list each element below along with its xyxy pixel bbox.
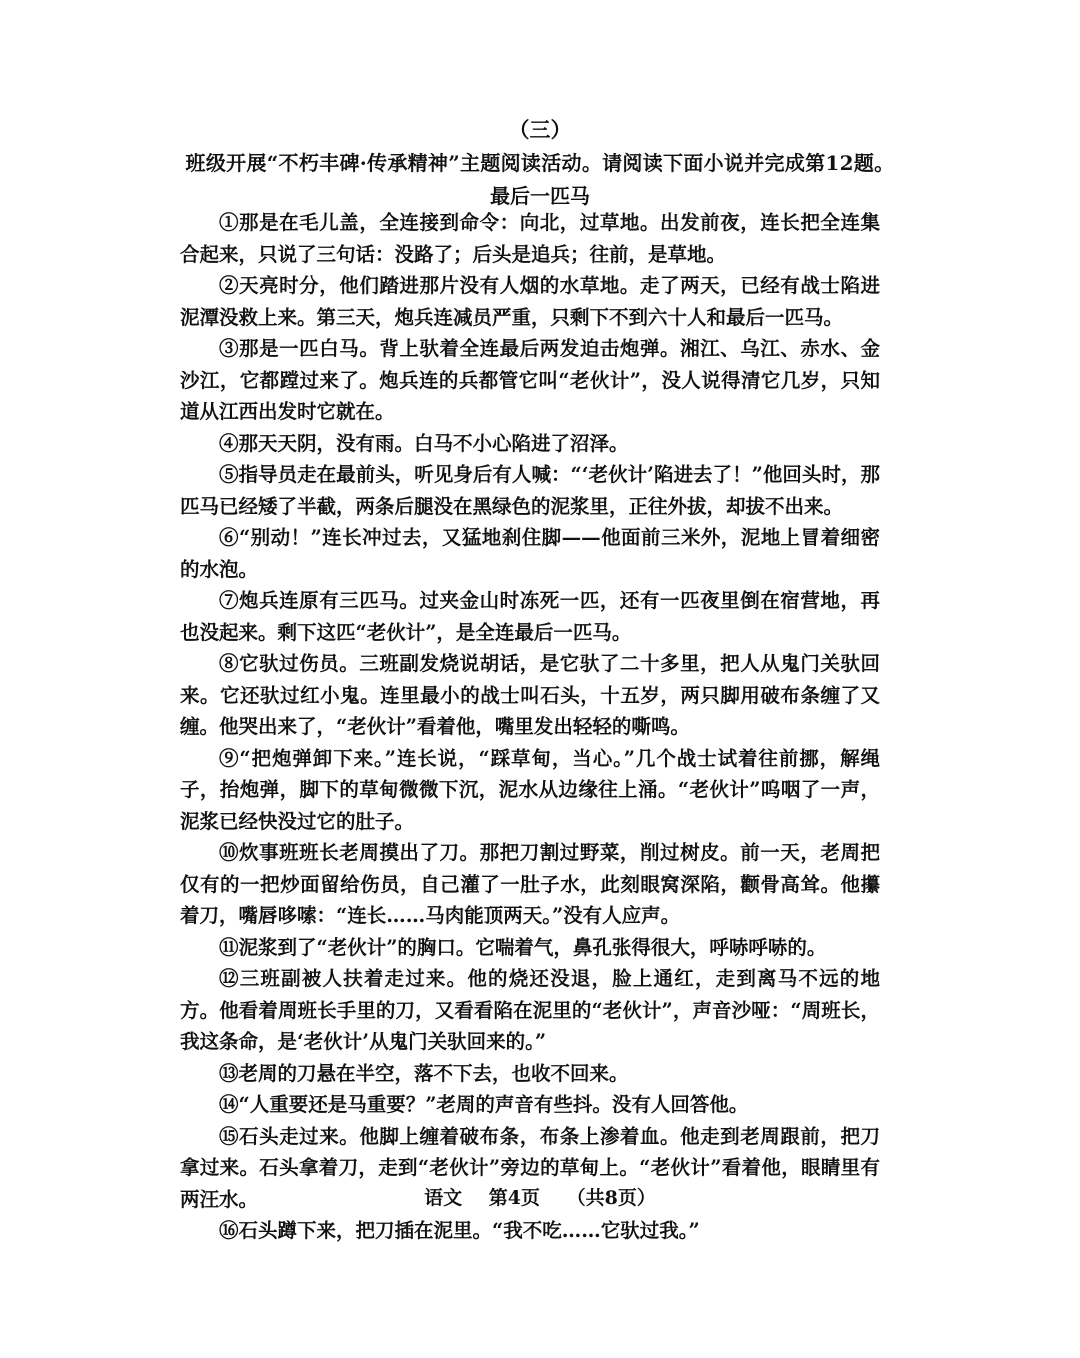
paragraph-12: ⑫三班副被人扶着走过来。他的烧还没退，脸上通红，走到离马不远的地方。他看着周班长手里的刀，又看看陷在泥里的“老伙计”，声音沙哑：“周班长，我这条命，是‘老伙计’从鬼门关驮回来的。” (180, 967, 880, 1053)
paragraph-6: ⑥“别动！”连长冲过去，又猛地刹住脚——他面前三米外，泥地上冒着细密的水泡。 (180, 526, 880, 581)
paragraph-10: ⑩炊事班班长老周摸出了刀。那把刀割过野菜，削过树皮。前一天，老周把仅有的一把炒面留给伤员，自己灌了一肚子水，此刻眼窝深陷，颧骨高耸。他攥着刀，嘴唇哆嗦：“连长……马肉能顶两天。”没有人应声。 (180, 841, 880, 927)
paragraph-9: ⑨“把炮弹卸下来。”连长说，“踩草甸，当心。”几个战士试着往前挪，解绳子，抬炮弹，脚下的草甸微微下沉，泥水从边缘往上涌。“老伙计”呜咽了一声，泥浆已经快没过它的肚子。 (180, 746, 880, 833)
footer-subject: 语文 (424, 1187, 463, 1209)
paragraph-11: ⑪泥浆到了“老伙计”的胸口。它喘着气，鼻孔张得很大，呼哧呼哧的。 (219, 935, 827, 959)
paragraph-5: ⑤指导员走在最前头，听见身后有人喊：“‘老伙计’陷进去了！”他回头时，那匹马已经矮了半截，两条后腿没在黑绿色的泥浆里，正往外拔，却拔不出来。 (180, 463, 880, 518)
paragraph-7: ⑦炮兵连原有三匹马。过夹金山时冻死一匹，还有一匹夜里倒在宿营地，再也没起来。剩下这匹“老伙计”，是全连最后一匹马。 (180, 589, 880, 644)
footer-total-pages: （共8页） (566, 1187, 656, 1209)
section-label: （三） (508, 117, 572, 142)
paragraph-3: ③那是一匹白马。背上驮着全连最后两发迫击炮弹。湘江、乌江、赤水、金沙江，它都蹚过来了。炮兵连的兵都管它叫“老伙计”，没人说得清它几岁，只知道从江西出发时它就在。 (180, 337, 880, 423)
page-footer (0, 1183, 1080, 1210)
reading-instructions: 班级开展“不朽丰碑·传承精神”主题阅读活动。请阅读下面小说并完成第12题。 (185, 151, 895, 175)
paragraph-8: ⑧它驮过伤员。三班副发烧说胡话，是它驮了二十多里，把人从鬼门关驮回来。它还驮过红小鬼。连里最小的战士叫石头，十五岁，两只脚用破布条缠了又缠。他哭出来了，“老伙计”看着他，嘴里发出轻轻的嘶鸣。 (180, 652, 880, 738)
story-title: 最后一匹马 (490, 184, 590, 208)
footer-page-number: 第4页 (488, 1187, 540, 1209)
paragraph-15: ⑮石头走过来。他脚上缠着破布条，布条上渗着血。他走到老周跟前，把刀拿过来。石头拿着刀，走到“老伙计”旁边的草甸上。“老伙计”看着他，眼睛里有两汪水。 (180, 1124, 880, 1211)
paragraph-13: ⑬老周的刀悬在半空，落不下去，也收不回来。 (219, 1061, 629, 1085)
paragraph-4: ④那天天阴，没有雨。白马不小心陷进了沼泽。 (219, 431, 629, 455)
paragraph-16: ⑯石头蹲下来，把刀插在泥里。“我不吃……它驮过我。” (219, 1219, 700, 1242)
paragraph-14: ⑭“人重要还是马重要？”老周的声音有些抖。没有人回答他。 (219, 1093, 749, 1116)
paragraph-2: ②天亮时分，他们踏进那片没有人烟的水草地。走了两天，已经有战士陷进泥潭没救上来。第三天，炮兵连减员严重，只剩下不到六十人和最后一匹马。 (180, 274, 880, 329)
story-body (180, 207, 880, 1247)
paragraph-1: ①那是在毛儿盖，全连接到命令：向北，过草地。出发前夜，连长把全连集合起来，只说了三句话：没路了；后头是追兵；往前，是草地。 (180, 211, 880, 266)
